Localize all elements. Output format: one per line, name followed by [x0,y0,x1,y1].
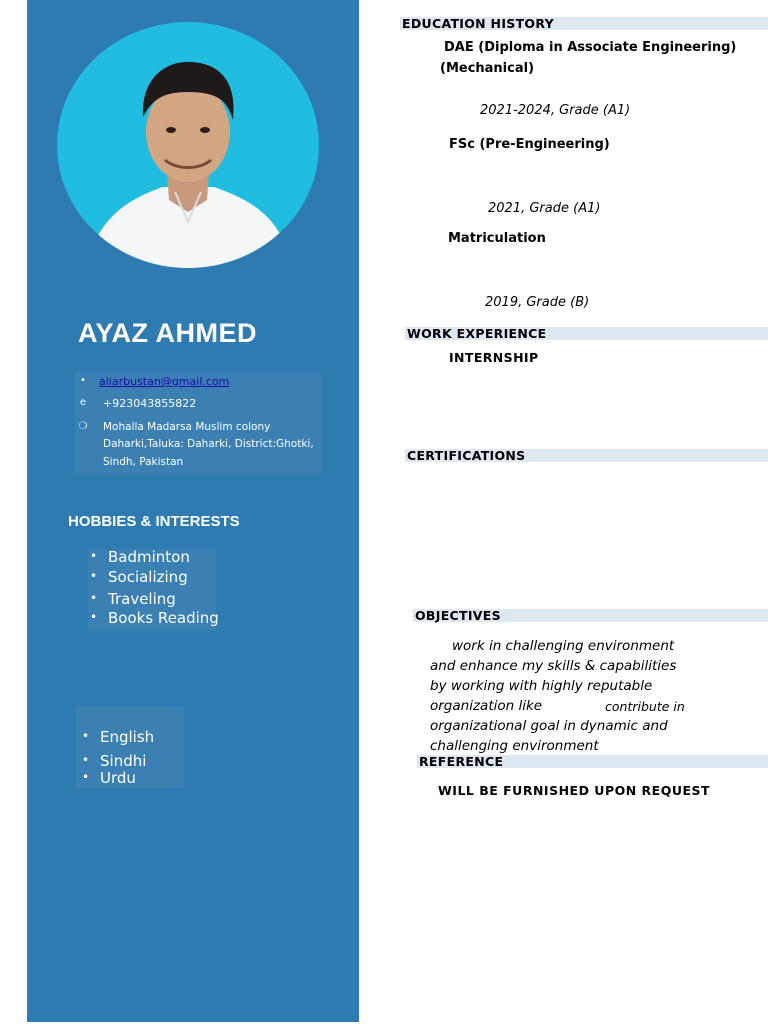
objective-line: contribute in [605,699,685,714]
candidate-name: AYAZ AHMED [78,318,258,348]
certifications-heading: CERTIFICATIONS [405,449,768,462]
education-detail: 2021, Grade (A1) [488,201,601,216]
email-link[interactable]: aliarbustan@gmail.com [99,375,230,388]
education-detail: 2019, Grade (B) [485,295,590,310]
objective-line: organization like [430,698,543,714]
languages-list [76,706,184,788]
education-title: Matriculation [448,231,546,246]
hobby-item: • Traveling [108,590,176,608]
location-icon: ❍ [78,421,88,432]
objective-line: and enhance my skills & capabilities [430,658,677,674]
bullet-icon: • [80,375,86,386]
hobbies-list [88,548,219,631]
phone-icon: e [79,397,87,408]
education-title-2: (Mechanical) [440,61,535,76]
education-title: DAE (Diploma in Associate Engineering) [444,40,737,55]
objective-line: organizational goal in dynamic and [430,718,668,734]
language-item: • English [100,728,154,746]
hobby-item: • Badminton [108,548,190,566]
education-title: FSc (Pre-Engineering) [449,137,610,152]
reference-heading: REFERENCE [417,755,768,768]
objectives-heading: OBJECTIVES [413,609,768,622]
education-detail: 2021-2024, Grade (A1) [480,103,631,118]
profile-photo-illustration [57,22,319,268]
work-heading: WORK EXPERIENCE [405,327,768,340]
hobbies-heading: HOBBIES & INTERESTS [68,513,240,530]
address-line-1: Mohalla Madarsa Muslim colony [103,421,271,433]
objective-line: challenging environment [430,738,599,754]
education-heading: EDUCATION HISTORY [400,17,768,30]
reference-text: WILL BE FURNISHED UPON REQUEST [438,783,711,798]
address-line-3: Sindh, Pakistan [103,456,184,468]
work-item: INTERNSHIP [449,350,539,365]
profile-photo [57,22,319,268]
language-item: • Urdu [100,769,136,787]
objective-line: work in challenging environment [452,638,675,654]
language-item: • Sindhi [100,752,146,770]
hobby-item: • Books Reading [108,609,219,627]
address-line-2: Daharki,Taluka: Daharki, District:Ghotki, [103,438,314,450]
contact-box [75,373,321,473]
hobby-item: • Socializing [108,568,188,586]
objective-line: by working with highly reputable [430,678,653,694]
phone-number: +923043855822 [103,397,197,410]
